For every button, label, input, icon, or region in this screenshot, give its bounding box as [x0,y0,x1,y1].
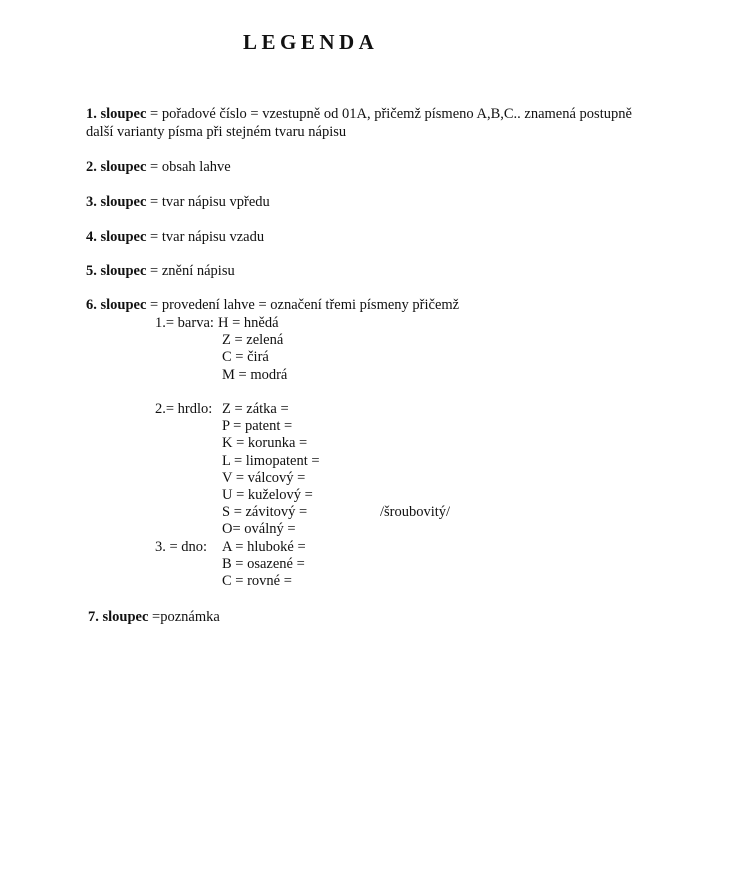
hrdlo-label: 2.= hrdlo: [155,401,213,417]
barva-item: H = hnědá [218,315,279,331]
column-1-label: 1. sloupec [86,106,147,122]
column-5-entry [86,263,235,280]
hrdlo-item: Z = zátka = [222,401,289,417]
hrdlo-item: V = válcový = [222,470,306,486]
hrdlo-item: P = patent = [222,418,293,434]
column-4-label: 4. sloupec [86,229,147,245]
barva-item: M = modrá [222,367,288,383]
dno-item: B = osazené = [222,556,305,572]
column-6-entry [86,297,459,314]
column-4-text: = tvar nápisu vzadu [146,229,265,245]
hrdlo-item: S = závitový = [222,504,308,520]
column-7-label: 7. sloupec [88,609,149,625]
column-5-label: 5. sloupec [86,263,147,279]
column-4-entry [86,229,264,246]
column-3-label: 3. sloupec [86,194,147,210]
barva-item: C = čirá [222,349,269,365]
hrdlo-item: K = korunka = [222,435,308,451]
column-6-text: = provedení lahve = označení třemi písmeny přičemž [146,297,460,313]
column-3-text: = tvar nápisu vpředu [146,194,270,210]
page-title: LEGENDA [243,30,379,54]
column-2-entry [86,159,231,176]
barva-item: Z = zelená [222,332,284,348]
hrdlo-item: L = limopatent = [222,453,320,469]
dno-item: A = hluboké = [222,539,306,555]
column-1-entry [86,106,632,123]
column-1-text-continued: další varianty písma při stejném tvaru nápisu [86,124,347,140]
column-3-entry [86,194,270,211]
dno-label: 3. = dno: [155,539,208,555]
column-2-label: 2. sloupec [86,159,147,175]
barva-label: 1.= barva: [155,315,214,331]
column-2-text: = obsah lahve [146,159,231,175]
hrdlo-note: /šroubovitý/ [380,504,451,520]
column-1-text: = pořadové číslo = vzestupně od 01A, přičemž písmeno A,B,C.. znamená postupně [146,106,632,122]
dno-item: C = rovné = [222,573,292,589]
column-6-label: 6. sloupec [86,297,147,313]
column-7-text: =poznámka [148,609,220,625]
hrdlo-item: O= oválný = [222,521,296,537]
hrdlo-item: U = kuželový = [222,487,313,503]
column-7-entry [88,609,220,626]
column-5-text: = znění nápisu [146,263,235,279]
